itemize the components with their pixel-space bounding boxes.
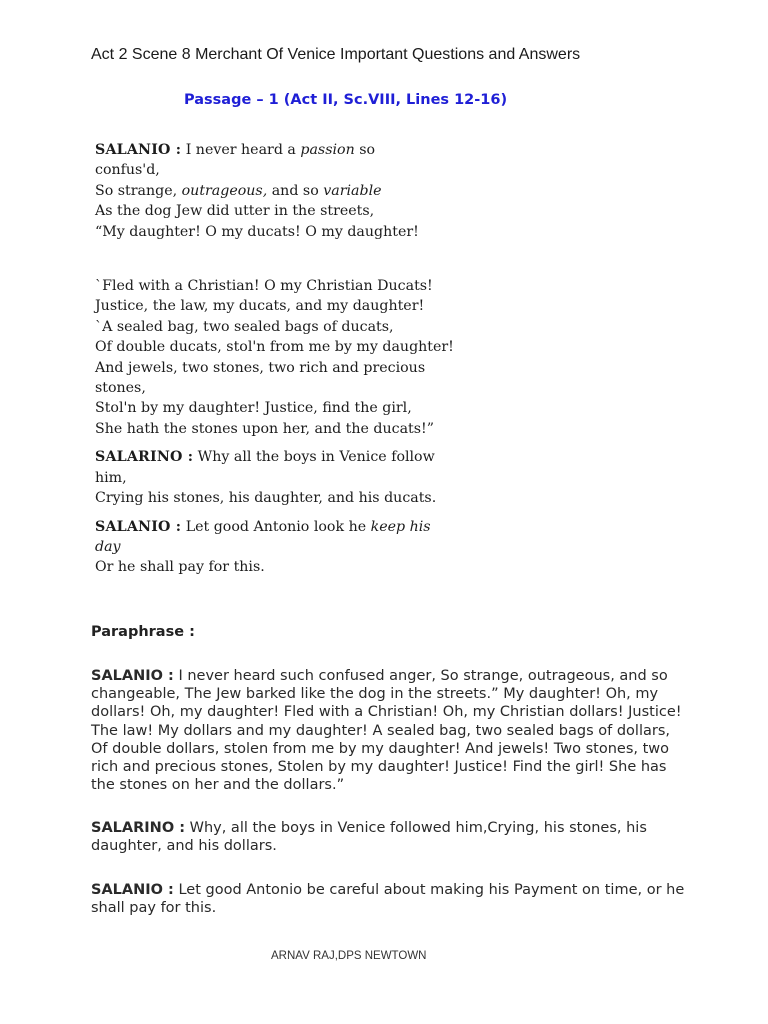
- scan-block-salanio-1: [95, 140, 425, 242]
- scan-line: confus'd,: [95, 162, 160, 179]
- scan-line: As the dog Jew did utter in the streets,: [95, 203, 375, 220]
- scan-speaker: SALARINO :: [95, 449, 194, 466]
- scan-line: Crying his stones, his daughter, and his ducats.: [95, 490, 437, 507]
- scan-line: So strange, outrageous, and so variable: [95, 182, 382, 199]
- scan-line: `Fled with a Christian! O my Christian Ducats!: [95, 278, 433, 295]
- scan-block-salanio-2: [95, 517, 431, 578]
- speaker-label: SALANIO :: [91, 882, 174, 898]
- scan-line: She hath the stones upon her, and the ducats!”: [95, 420, 434, 437]
- paraphrase-paragraph: [91, 819, 691, 855]
- paraphrase-paragraph: [91, 667, 691, 794]
- scan-line: And jewels, two stones, two rich and precious: [95, 359, 426, 376]
- paraphrase-text: Why, all the boys in Venice followed him,Crying, his stones, his daughter, and his dollars.: [91, 820, 647, 855]
- scan-line: SALARINO : Why all the boys in Venice follow: [95, 449, 435, 466]
- paraphrase-text: Let good Antonio be careful about making his Payment on time, or he shall pay for this.: [91, 882, 685, 917]
- scan-line: Of double ducats, stol'n from me by my daughter!: [95, 339, 454, 356]
- scan-block-salarino: [95, 447, 437, 508]
- paraphrase-text: I never heard such confused anger, So strange, outrageous, and so changeable, The Jew barked like the dog in the streets.” My daughter! Oh, my dollars! Oh, my daughter! Fled with a Christian! Oh, my Christian dollars! Justice! The law! My dollars and my daughter! A sealed bag, two sealed bags of dollars, Of double dollars, stolen from me by my daughter! And jewels! Two stones, two rich and precious stones, Stolen by my daughter! Justice! Find the girl! She has the stones on her and the dollars.”: [91, 668, 682, 794]
- scan-speaker: SALANIO :: [95, 518, 182, 535]
- scan-line: day: [95, 538, 121, 555]
- scan-line: him,: [95, 469, 127, 486]
- scan-speaker: SALANIO :: [95, 142, 182, 158]
- scan-line: SALANIO : I never heard a passion so: [95, 142, 376, 158]
- passage-heading: Passage – 1 (Act II, Sc.VIII, Lines 12-16): [184, 92, 508, 108]
- scan-block-continuation: [95, 276, 454, 439]
- speaker-label: SALANIO :: [91, 668, 174, 684]
- speaker-label: SALARINO :: [91, 820, 185, 836]
- footer-author: ARNAV RAJ,DPS NEWTOWN: [271, 950, 427, 962]
- scan-line: Or he shall pay for this.: [95, 559, 265, 576]
- paraphrase-paragraph: [91, 881, 691, 917]
- scan-line: SALANIO : Let good Antonio look he keep his: [95, 518, 431, 535]
- paraphrase-heading: Paraphrase :: [91, 624, 195, 640]
- scan-line: Stol'n by my daughter! Justice, find the girl,: [95, 400, 412, 417]
- scan-line: “My daughter! O my ducats! O my daughter!: [95, 223, 419, 240]
- scanned-passage-image: [95, 140, 454, 578]
- scan-line: stones,: [95, 380, 146, 397]
- document-title: Act 2 Scene 8 Merchant Of Venice Important Questions and Answers: [91, 46, 581, 63]
- scan-line: `A sealed bag, two sealed bags of ducats,: [95, 318, 394, 335]
- scan-line: Justice, the law, my ducats, and my daughter!: [95, 298, 425, 315]
